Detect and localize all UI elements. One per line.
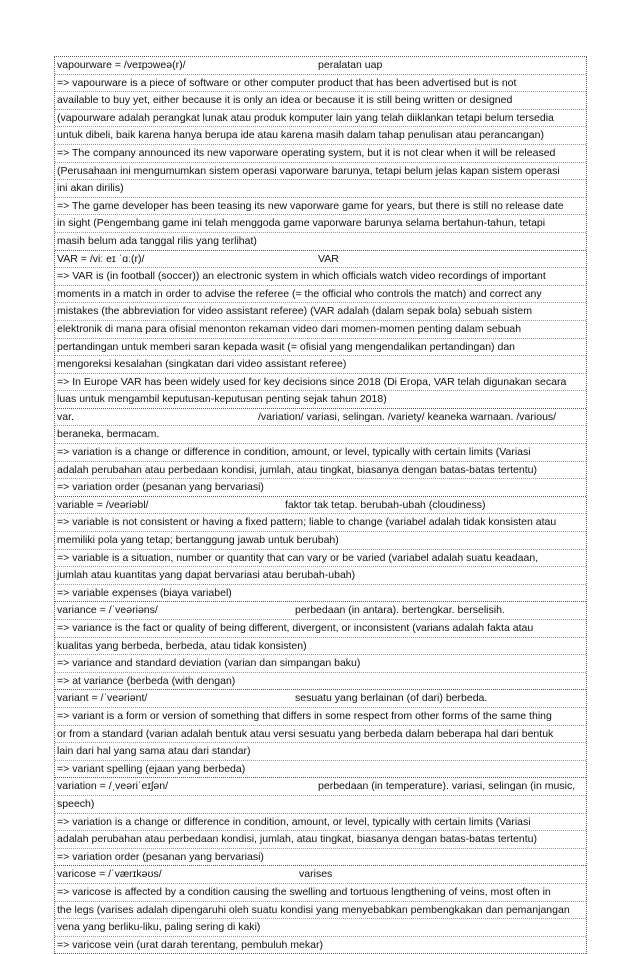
entry-line: => variation is a change or difference in condition, amount, or level, typically with certain limits (Variasi — [55, 444, 586, 462]
entry-head — [55, 497, 586, 515]
entry-line: speech) — [55, 796, 586, 814]
dictionary-entry — [55, 690, 586, 778]
entry-term: variation = /ˌveəriˈeɪʃən/ — [57, 780, 168, 793]
entry-line: lain dari hal yang sama atau dari standar) — [55, 743, 586, 761]
entry-line: beraneka, bermacam. — [55, 426, 586, 444]
entry-line: pertandingan untuk memberi saran kepada wasit (= ofisial yang mengendalikan pertandingan) dan — [55, 339, 586, 357]
dictionary-entry — [55, 497, 586, 603]
entry-line: jumlah atau kuantitas yang dapat bervariasi atau berubah-ubah) — [55, 567, 586, 585]
entry-line: => at variance (berbeda (with dengan) — [57, 674, 236, 687]
entry-line: => variable expenses (biaya variabel) — [57, 586, 232, 599]
dictionary-entry — [55, 409, 586, 497]
entry-line: => The game developer has been teasing its new vaporware game for years, but there is still no release date — [55, 198, 586, 216]
entry-line: mengoreksi kesalahan (singkatan dari video assistant referee) — [55, 356, 586, 374]
entry-line: kualitas yang berbeda, berbeda, atau tidak konsisten) — [55, 638, 586, 656]
entry-line: => variance is the fact or quality of being different, divergent, or inconsistent (varians adalah fakta atau — [55, 620, 586, 638]
entry-translation: varises — [299, 868, 333, 881]
entry-term: variant = /ˈveəriənt/ — [57, 692, 148, 705]
entry-line: => The company announced its new vaporware operating system, but it is not clear when it will be released — [55, 145, 586, 163]
entry-line: => varicose is affected by a condition causing the swelling and tortuous lengthening of veins, most often in — [55, 884, 586, 902]
dictionary-entry — [55, 251, 586, 409]
entry-line: (Perusahaan ini mengumumkan sistem operasi vaporware barunya, tetapi belum jelas kapan sistem operasi — [55, 163, 586, 181]
entry-line: adalah perubahan atau perbedaan kondisi, jumlah, atau tingkat, biasanya dengan batas-batas tertentu) — [55, 831, 586, 849]
entry-head — [55, 602, 586, 620]
entry-term: variance = /ˈveəriəns/ — [57, 604, 158, 617]
entry-term: variable = /veəriəbl/ — [57, 498, 149, 511]
entry-line: => variation is a change or difference in condition, amount, or level, typically with certain limits (Variasi — [55, 814, 586, 832]
entry-line: => variant is a form or version of something that differs in some respect from other forms of the same thing — [55, 708, 586, 726]
entry-translation: perbedaan (in temperature). variasi, selingan (in music, — [318, 780, 576, 793]
entry-translation: perbedaan (in antara). bertengkar. berselisih. — [295, 604, 505, 617]
entry-translation: sesuatu yang berlainan (of dari) berbeda. — [295, 692, 488, 705]
entry-line: => variation order (pesanan yang bervariasi) — [57, 850, 264, 863]
entry-line: adalah perubahan atau perbedaan kondisi, jumlah, atau tingkat, biasanya dengan batas-batas tertentu) — [55, 462, 586, 480]
entry-line: ini akan dirilis) — [55, 180, 586, 198]
entry-line: => variation order (pesanan yang bervariasi) — [57, 481, 264, 494]
entry-head — [55, 866, 586, 884]
dictionary-entry — [55, 866, 586, 954]
entry-head — [55, 57, 586, 75]
entry-line: => varicose vein (urat darah terentang, pembuluh mekar) — [57, 938, 323, 951]
entry-line: in sight (Pengembang game ini telah menggoda game vaporware barunya selama bertahun-tahun, tetapi — [55, 215, 586, 233]
entry-translation: /variation/ variasi, selingan. /variety/ keaneka warnaan. /various/ — [258, 410, 557, 423]
entry-translation: peralatan uap — [318, 59, 383, 71]
entry-line: => variable is not consistent or having a fixed pattern; liable to change (variabel adalah tidak konsisten atau — [55, 514, 586, 532]
entry-line: or from a standard (varian adalah bentuk atau versi sesuatu yang berbeda dalam beberapa hal dari bentuk — [55, 726, 586, 744]
entry-translation: faktor tak tetap. berubah-ubah (cloudiness) — [285, 498, 486, 511]
entry-head — [55, 690, 586, 708]
entry-line: vena yang berliku-liku, paling sering di kaki) — [55, 919, 586, 937]
entry-line: elektronik di mana para ofisial menonton rekaman video dari momen-momen penting dalam sebuah — [55, 321, 586, 339]
dictionary-entry — [55, 778, 586, 866]
entry-line: untuk dibeli, baik karena hanya berupa ide atau karena masih dalam tahap penulisan atau perancangan) — [55, 127, 586, 145]
entry-term: VAR = /viː eɪ ˈɑː(r)/ — [57, 252, 145, 265]
entry-line: (vapourware adalah perangkat lunak atau produk komputer lain yang telah diiklankan tetapi belum tersedia — [55, 110, 586, 128]
entry-line: available to buy yet, either because it is only an idea or because it is still being written or designed — [55, 92, 586, 110]
entry-line: => variance and standard deviation (varian dan simpangan baku) — [55, 655, 586, 673]
dictionary-entry — [55, 57, 586, 251]
entry-translation: VAR — [318, 252, 339, 265]
entry-line: memiliki pola yang tetap; bertanggung jawab untuk berubah) — [55, 532, 586, 550]
entry-line: => VAR is (in football (soccer)) an electronic system in which officials watch video recordings of important — [55, 268, 586, 286]
entry-line: => In Europe VAR has been widely used for key decisions since 2018 (Di Eropa, VAR telah digunakan secara — [55, 374, 586, 392]
dictionary-entry — [55, 602, 586, 690]
entry-line: the legs (varises adalah dipengaruhi oleh suatu kondisi yang menyebabkan pembengkakan dan pemanjangan — [55, 902, 586, 920]
entry-line: moments in a match in order to advise the referee (= the official who controls the match) and correct any — [55, 286, 586, 304]
entry-head — [55, 778, 586, 796]
entry-line: luas untuk mengambil keputusan-keputusan penting sejak tahun 2018) — [57, 393, 387, 406]
entry-line: => variant spelling (ejaan yang berbeda) — [57, 762, 246, 775]
entry-line: => variable is a situation, number or quantity that can vary or be varied (variabel adalah suatu keadaan, — [55, 550, 586, 568]
entry-line: masih belum ada tanggal rilis yang terlihat) — [57, 234, 257, 247]
entry-head — [55, 251, 586, 269]
entry-head — [55, 409, 586, 427]
entry-line: => vapourware is a piece of software or other computer product that has been advertised but is not — [55, 75, 586, 93]
entry-term: varicose = /ˈværɪkəʊs/ — [57, 868, 162, 881]
dictionary-document — [54, 56, 587, 954]
entry-line: mistakes (the abbreviation for video assistant referee) (VAR adalah (dalam sepak bola) sebuah sistem — [55, 303, 586, 321]
entry-term: var. — [57, 410, 74, 423]
entry-term: vapourware = /veɪpɔweə(r)/ — [57, 59, 186, 71]
